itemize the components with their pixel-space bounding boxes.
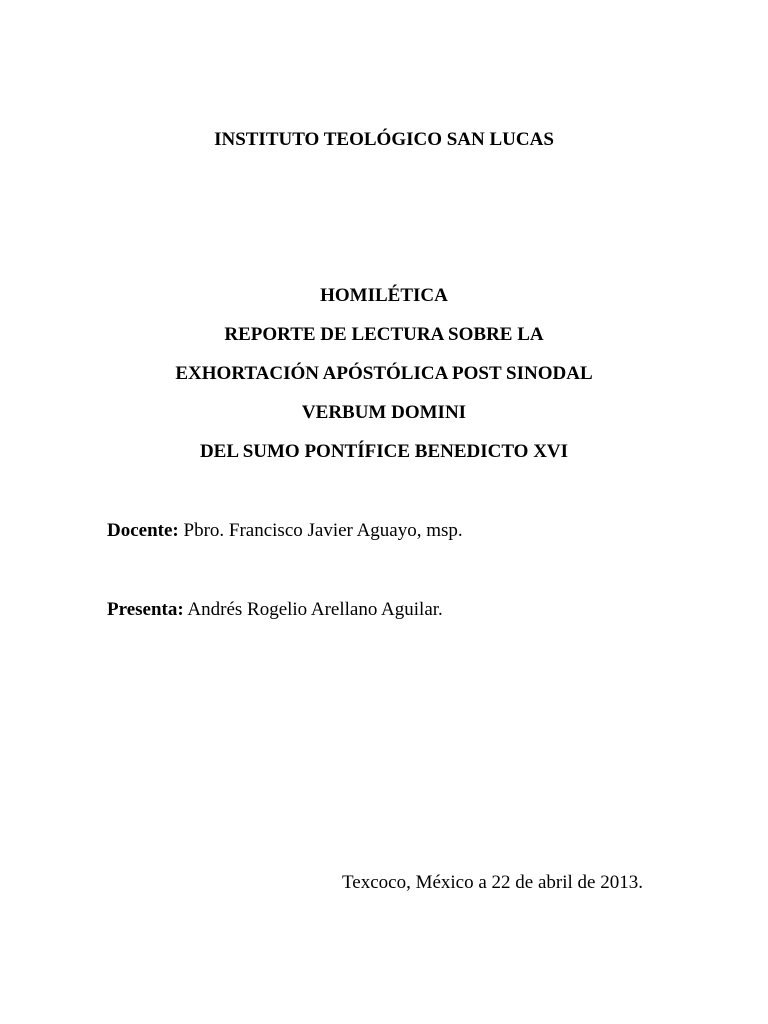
docente-value: Pbro. Francisco Javier Aguayo, msp. [178,520,463,541]
report-title-line-1: REPORTE DE LECTURA SOBRE LA [224,324,544,345]
course-title: HOMILÉTICA [320,285,448,306]
institution-name: INSTITUTO TEOLÓGICO SAN LUCAS [214,129,554,150]
presenta-field [107,599,443,621]
docente-label: Docente: [107,520,179,541]
place-and-date: Texcoco, México a 22 de abril de 2013. [342,872,643,893]
presenta-value: Andrés Rogelio Arellano Aguilar. [183,599,443,620]
report-title-line-2: EXHORTACIÓN APÓSTÓLICA POST SINODAL [175,363,593,384]
docente-field [107,520,463,542]
presenta-label: Presenta: [107,599,184,620]
author-line: DEL SUMO PONTÍFICE BENEDICTO XVI [199,441,569,462]
document-name: VERBUM DOMINI [301,402,467,423]
